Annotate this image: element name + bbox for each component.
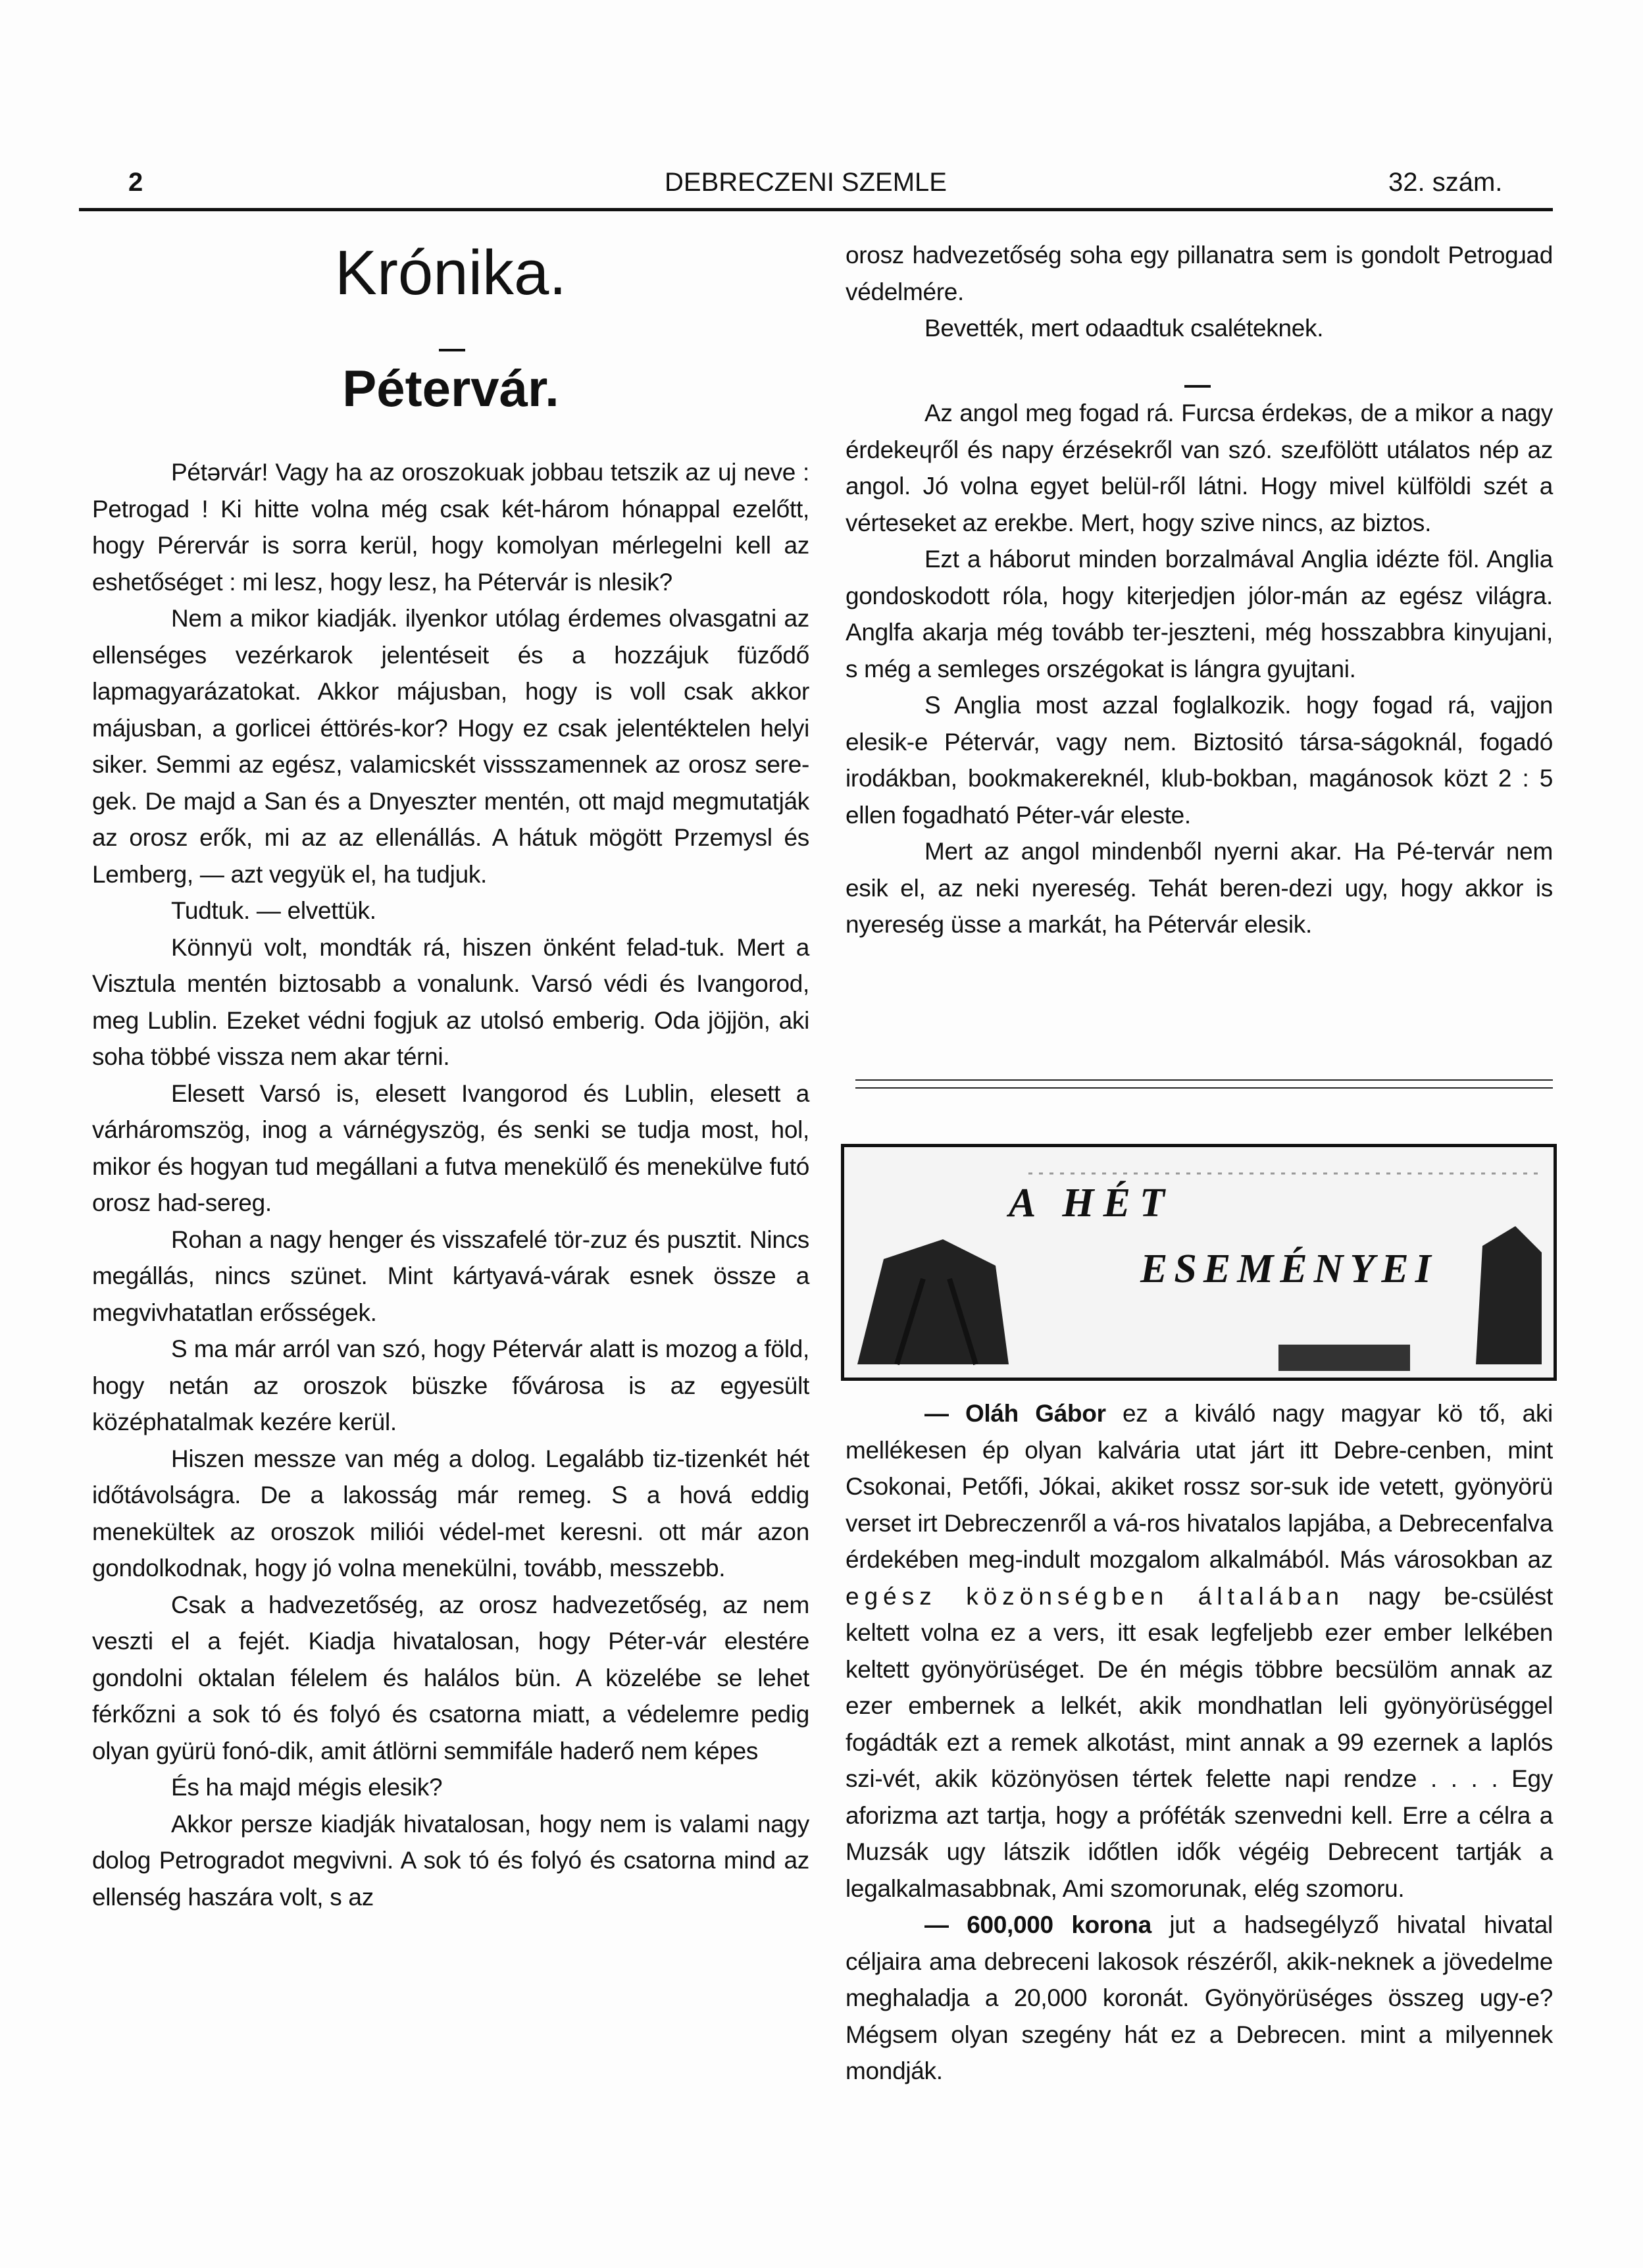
article-title: Pétervár. <box>342 359 559 417</box>
journal-title: DEBRECZENI SZEMLE <box>665 168 947 197</box>
divider-dash <box>1184 385 1211 388</box>
paragraph: S Anglia most azzal foglalkozik. hogy fogad rá, vajjon elesik-e Pétervár, vagy nem. Biztositó társa-ságoknál, fogadó irodákban, bookmakereknél, klub-bokban, magánosok közt 2 : 5 ellen fogadható Péter-vár eleste. <box>846 692 1553 829</box>
paragraph: Mert az angol mindenből nyerni akar. Ha Pé-tervár nem esik el, az neki nyereség. Tehát beren-dezi ugy, hogy akkor is nyereség üsse a markát, ha Pétervár elesik. <box>846 838 1553 938</box>
paragraph: Bevették, mert odaadtuk csaléteknek. <box>924 315 1324 342</box>
news-item <box>846 1395 1553 1907</box>
paragraph: Könnyü volt, mondták rá, hiszen önként felad-tuk. Mert a Visztula mentén biztosabb a vonalunk. Varsó védi és Ivangorod, meg Lublin. Ezeket védni fogjuk az utolsó emberig. Oda jöjjön, aki soha többé vissza nem akar térni. <box>92 933 809 1070</box>
right-column <box>846 237 1553 347</box>
paragraph: S ma már arról van szó, hogy Pétervár alatt is mozog a föld, hogy netán az oroszok büszke fővárosa is az egyesült középhatalmak kezére kerül. <box>92 1335 809 1435</box>
divider-dash <box>439 349 465 351</box>
news-text: nagy be-csülést keltett volna ez a vers, itt esak legfeljebb ezer ember lelkében keltett gyönyörüséget. De én mégis többre becsülöm annak az ezer embernek a lelkét, akik mondhatlan leli gyönyörüséggel fogádták ezt a remek alkotást, mint annak a 99 ezernek a laplós szi-vét, akik közönyösen tértek felette napi rendze . . . . Egy aforizma azt tartja, hogy a próféták szenvedni kell. Erre a célra a Muzsák ugy látszik időtlen idők végéig Debrecent tartják a legalkalmasabbnak, Ami szomorunak, elég szomoru. <box>846 1582 1553 1902</box>
news-column <box>846 1395 1553 2090</box>
paragraph: Hiszen messze van még a dolog. Legalább tiz-tizenkét hét időtávolságra. De a lakosság már remeg. S a hová eddig menekültek az oroszok miliói védel-met keresni. ott már azon gondolkodnak, hogy jó volna menekülni, tovább, messzebb. <box>92 1445 809 1582</box>
news-spaced-text: egész közönségben általában <box>846 1582 1344 1610</box>
section-title: Krónika. <box>334 238 567 308</box>
page-number: 2 <box>128 168 143 197</box>
paragraph: Rohan a nagy henger és visszafelé tör-zuz és pusztit. Nincs megállás, nincs szünet. Mint kártyavá-várak esnek össze a megvivhatatlan erősségek. <box>92 1225 809 1326</box>
news-item <box>846 1907 1553 2090</box>
right-column-continued <box>846 395 1553 943</box>
news-text: jut a hadsegélyző hivatal hivatal céljaira ama debreceni lakosok részéről, akik-neknek a jövedelme meghaladja a 20,000 koronát. Gyönyörüséges összeg ugy-e? Mégsem olyan szegény hát ez a Debrecen. mint a milyennek mondják. <box>846 1911 1553 2084</box>
header-rule <box>79 208 1553 211</box>
paragraph: Akkor persze kiadják hivatalosan, hogy nem is valami nagy dolog Petrogradot megvivni. A sok tó és folyó és csatorna mind az ellenség haszára volt, s az <box>92 1810 809 1911</box>
weekly-events-banner <box>841 1144 1557 1381</box>
section-rule <box>855 1087 1553 1089</box>
news-lead: — 600,000 korona <box>924 1911 1151 1938</box>
banner-line-1: A HÉT <box>1009 1181 1174 1225</box>
paragraph: Elesett Varsó is, elesett Ivangorod és Lublin, elesett a várháromszög, inog a várnégyszög, és senki se tudja most, hol, mikor és hogyan tud megállani a futva menekülő és menekülve futó orosz had-sereg. <box>92 1079 809 1216</box>
section-rule <box>855 1079 1553 1081</box>
paragraph: Az angol meg fogad rá. Furcsa érdekəs, de a mikor a nagy érdekeɥről és napy érzésekről van szó. szeɹfölött utálatos nép az angol. Jó volna egyet belül-ről látni. Hogy mivel külföldi szét a vérteseket az erekbe. Mert, hogy szive nincs, az biztos. <box>846 399 1553 536</box>
paragraph: Ezt a háborut minden borzalmával Anglia idézte föl. Anglia gondoskodott róla, hogy kiterjedjen jólor-mán az egész világra. Anglfa akarja még tovább ter-jeszteni, még hosszabbra kinyujani, s még a semleges orszégokat is lángra gyujtani. <box>846 546 1553 683</box>
issue-number: 32. szám. <box>1388 168 1503 197</box>
paragraph: Pétərvár! Vagy ha az oroszokuak jobbau tetszik az uj neve : Petrogad ! Ki hitte volna még csak két-három hónappal ezelőtt, hogy Pérervár is sorra kerül, hogy komolyan mérlegelni kell az eshetőséget : mi lesz, hogy lesz, ha Pétervár is nlesik? <box>92 459 809 596</box>
news-text: ez a kiváló nagy magyar kö tő, aki mellékesen ép olyan kalvária utat járt itt Debre-cenben, mint Csokonai, Petőfi, Jókai, akiket rossz sor-suk ide vetett, gyönyörü verset irt Debreczenről a vá-ros hivatalos lapjába, a Debrecenfalva érdekében meg-indult mozgalom alkalmából. Más városokban az <box>846 1400 1553 1573</box>
paragraph: Csak a hadvezetőség, az orosz hadvezetőség, az nem veszti el a fejét. Kiadja hivatalosan, hogy Péter-vár elestére gondolni oktalan félelem és halálos bün. A közelébe se lehet férkőzni a sok tó és folyó és csatorna miatt, a védelemre pedig olyan gyürü fonó-dik, amit átlörni semmifále haderő nem képes <box>92 1591 809 1765</box>
running-header <box>86 168 1553 207</box>
paragraph: Tudtuk. — elvettük. <box>171 897 376 924</box>
paragraph: Nem a mikor kiadják. ilyenkor utólag érdemes olvasgatni az ellenséges vezérkarok jelentéseit és a hozzájuk füződő lapmagyarázatokat. Akkor májusban, hogy is voll csak akkor májusban, a gorlicei éttörés-kor? Hogy ez csak jelentéktelen helyi siker. Semmi az egész, valamicskét vissszamennek az orosz sere-gek. De majd a San és a Dnyeszter mentén, ott majd megmutatják az orosz erők, mi az az ellenállás. A hátuk mögött Przemysl és Lemberg, — azt vegyük el, ha tudjuk. <box>92 605 809 888</box>
paragraph: És ha majd mégis elesik? <box>171 1774 443 1801</box>
banner-line-2: ESEMÉNYEI <box>1140 1247 1438 1291</box>
news-lead: — Oláh Gábor <box>924 1400 1106 1427</box>
paragraph: orosz hadvezetőség soha egy pillanatra sem is gondolt Petrogɹad védelmére. <box>846 242 1553 305</box>
left-column <box>92 454 809 1915</box>
